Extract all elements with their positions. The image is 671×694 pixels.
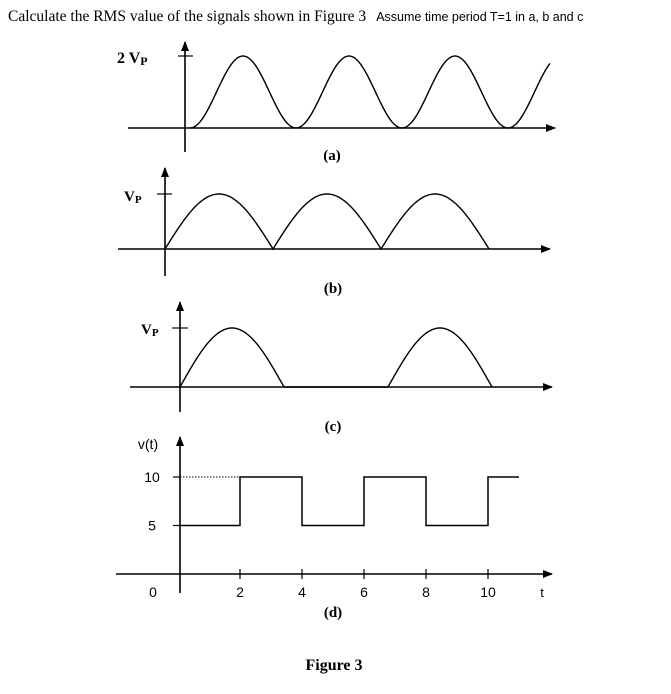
x-tick-label: 0 <box>149 584 157 600</box>
panel-a-caption: (a) <box>323 148 341 164</box>
x-tick-label: 8 <box>422 584 430 600</box>
panel-b <box>118 168 550 297</box>
panel-d-caption: (d) <box>323 605 343 621</box>
panel-b-caption: (b) <box>323 281 343 297</box>
panel-c-amp-label: VP <box>141 322 159 339</box>
panel-d-y-ticks <box>144 469 181 534</box>
x-tick-label: 2 <box>236 584 244 600</box>
panel-d-y-label: v(t) <box>137 436 159 452</box>
panel-a-amp-label: 2 VP <box>117 50 148 68</box>
x-tick-label: 4 <box>298 584 306 600</box>
panel-c-caption: (c) <box>324 419 342 435</box>
panel-b-amp-label: VP <box>124 189 142 206</box>
y-tick-label: 5 <box>148 517 156 534</box>
panel-a-waveform <box>190 56 550 128</box>
y-tick-label: 10 <box>144 469 160 485</box>
question-note: Assume time period T=1 in a, b and c <box>376 10 584 24</box>
question-main: Calculate the RMS value of the signals shown in Figure 3 <box>8 8 367 25</box>
figure-caption: Figure 3 <box>305 657 363 674</box>
panel-d-waveform <box>180 477 519 526</box>
panel-c-waveform <box>180 328 492 387</box>
panel-a <box>117 42 555 164</box>
panel-c <box>130 302 552 435</box>
x-tick-label: 6 <box>360 584 368 600</box>
x-tick-label: 10 <box>480 584 496 600</box>
panel-d-x-label: t <box>540 585 544 600</box>
panel-b-waveform <box>165 194 489 249</box>
panel-d <box>116 436 552 621</box>
